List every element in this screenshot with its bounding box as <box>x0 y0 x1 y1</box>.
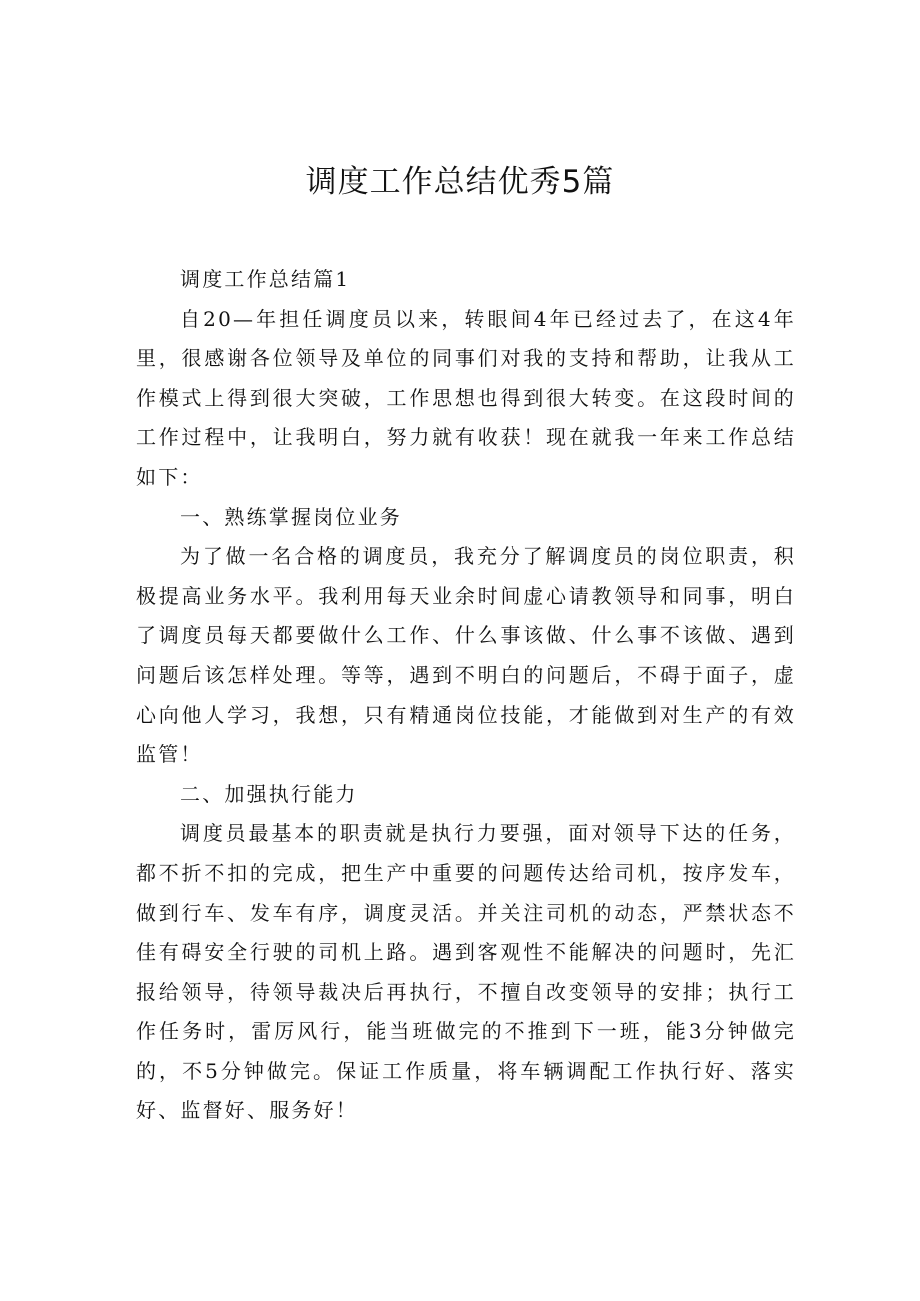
heading-master-duties: 一、熟练掌握岗位业务 <box>180 504 402 529</box>
heading-execution: 二、加强执行能力 <box>180 781 358 806</box>
document-body <box>136 260 796 1131</box>
paragraph-intro: 自20—年担任调度员以来，转眼间4年已经过去了，在这4年里，很感谢各位领导及单位的同事们对我的支持和帮助，让我从工作模式上得到很大突破，工作思想也得到很大转变。在这段时间的工作过程中，让我明白，努力就有收获！现在就我一年来工作总结如下： <box>136 306 796 489</box>
document-title: 调度工作总结优秀5篇 <box>305 164 615 200</box>
paragraph-execution: 调度员最基本的职责就是执行力要强，面对领导下达的任务，都不折不扣的完成，把生产中重要的问题传达给司机，按序发车，做到行车、发车有序，调度灵活。并关注司机的动态，严禁状态不佳有碍安全行驶的司机上路。遇到客观性不能解决的问题时，先汇报给领导，待领导裁决后再执行，不擅自改变领导的安排；执行工作任务时，雷厉风行，能当班做完的不推到下一班，能3分钟做完的，不5分钟做完。保证工作质量，将车辆调配工作执行好、落实好、监督好、服务好！ <box>136 821 796 1123</box>
section-title: 调度工作总结篇1 <box>180 267 351 291</box>
paragraph-master-duties: 为了做一名合格的调度员，我充分了解调度员的岗位职责，积极提高业务水平。我利用每天业余时间虚心请教领导和同事，明白了调度员每天都要做什么工作、什么事该做、什么事不该做、遇到问题后该怎样处理。等等，遇到不明白的问题后，不碍于面子，虚心向他人学习，我想，只有精通岗位技能，才能做到对生产的有效监管！ <box>136 544 796 767</box>
